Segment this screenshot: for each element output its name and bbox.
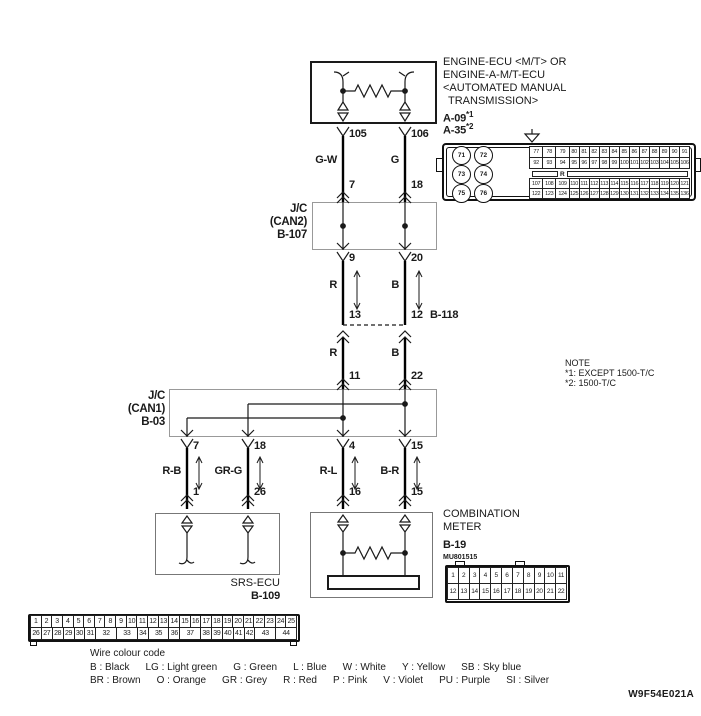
pin-cell: 121 bbox=[679, 178, 690, 189]
pin-cell: 102 bbox=[639, 157, 650, 169]
inline-connector-ref: B-118 bbox=[430, 309, 459, 321]
pin-cell: 4 bbox=[62, 615, 74, 628]
pin-cell: 34 bbox=[137, 627, 149, 640]
pin-cell: 9 bbox=[534, 567, 546, 584]
engine-connector-ref: A-09$^{*1}$ bbox=[443, 110, 474, 125]
pin-cell: 84 bbox=[609, 146, 620, 158]
pin-cell: 20 bbox=[232, 615, 244, 628]
pin-cell: 18 bbox=[211, 615, 223, 628]
pin-cell: SB : Sky blue bbox=[461, 662, 522, 673]
pin-cell: 123 bbox=[542, 188, 556, 199]
pin-cell: 134 bbox=[659, 188, 670, 199]
pin-cell: 22 bbox=[253, 615, 265, 628]
pin-number: 7 bbox=[349, 179, 355, 191]
pin-cell: 106 bbox=[679, 157, 690, 169]
combination-meter-name-line: METER bbox=[443, 521, 482, 533]
pin-cell: 20 bbox=[534, 583, 546, 600]
pin-cell: 131 bbox=[629, 188, 640, 199]
pin-number: 18 bbox=[254, 440, 266, 452]
pin-cell: 105 bbox=[669, 157, 680, 169]
pin-cell: 12 bbox=[447, 583, 459, 600]
pin-number: 15 bbox=[411, 440, 423, 452]
pin-cell: 3 bbox=[51, 615, 63, 628]
pin-cell: 12 bbox=[147, 615, 159, 628]
pin-cell: 107 bbox=[529, 178, 543, 189]
combination-meter-part-no: MU801515 bbox=[443, 554, 478, 561]
note-line: *2: 1500-T/C bbox=[565, 378, 617, 388]
pin-cell: 78 bbox=[542, 146, 556, 158]
engine-connector-ref: A-35$^{*2}$ bbox=[443, 122, 474, 137]
pin-cell: 16 bbox=[190, 615, 202, 628]
wire-colour: G-W bbox=[315, 154, 337, 166]
pin-cell: V : Violet bbox=[383, 675, 424, 686]
pin-cell: 10 bbox=[544, 567, 556, 584]
pin-cell: 23 bbox=[264, 615, 276, 628]
pin-cell: B : Black bbox=[90, 662, 130, 673]
pin-cell: 11 bbox=[555, 567, 567, 584]
note-block bbox=[565, 358, 654, 388]
pin-cell: 113 bbox=[599, 178, 610, 189]
wire-colour-code-title: Wire colour code bbox=[90, 648, 166, 659]
pin-cell: 83 bbox=[599, 146, 610, 158]
pin-cell: 122 bbox=[529, 188, 543, 199]
pin-cell: 125 bbox=[569, 188, 580, 199]
pin-cell: 100 bbox=[619, 157, 630, 169]
pin-cell: 32 bbox=[95, 627, 117, 640]
pin-cell: 4 bbox=[479, 567, 491, 584]
pin-cell: 21 bbox=[243, 615, 255, 628]
pin-cell: 87 bbox=[639, 146, 650, 158]
pin-cell: W : White bbox=[342, 662, 386, 673]
pin-cell: 1 bbox=[30, 615, 42, 628]
pin-cell: 116 bbox=[629, 178, 640, 189]
pin-cell: Y : Yellow bbox=[401, 662, 446, 673]
pin-cell: 17 bbox=[200, 615, 212, 628]
pin-cell: 96 bbox=[579, 157, 590, 169]
pin-cell: 104 bbox=[659, 157, 670, 169]
pin-number: 18 bbox=[411, 179, 423, 191]
pin-cell: 2 bbox=[458, 567, 470, 584]
diagram-code: W9F54E021A bbox=[628, 689, 694, 700]
pin-cell: 13 bbox=[158, 615, 170, 628]
pin-cell: 37 bbox=[179, 627, 201, 640]
pin-cell: 112 bbox=[589, 178, 600, 189]
pin-cell: 9 bbox=[115, 615, 127, 628]
note-title: NOTE bbox=[565, 358, 591, 368]
pin-cell: 41 bbox=[233, 627, 245, 640]
pin-cell: 77 bbox=[529, 146, 543, 158]
pin-cell: 42 bbox=[244, 627, 256, 640]
pin-cell: 129 bbox=[609, 188, 620, 199]
pin-cell: G : Green bbox=[233, 662, 278, 673]
pin-cell: 75 bbox=[452, 184, 471, 203]
pin-cell: 15 bbox=[179, 615, 191, 628]
pin-cell: BR : Brown bbox=[90, 675, 141, 686]
pin-cell: GR : Grey bbox=[222, 675, 268, 686]
pin-cell: 22 bbox=[555, 583, 567, 600]
engine-ecu-title-line: <AUTOMATED MANUAL bbox=[443, 82, 567, 94]
pin-cell: 29 bbox=[63, 627, 75, 640]
pin-number: 9 bbox=[349, 252, 355, 264]
wire-colour-code-row bbox=[90, 675, 549, 686]
wire-colour: B bbox=[391, 279, 399, 291]
pin-cell: 76 bbox=[474, 184, 493, 203]
wire-colour: R bbox=[329, 279, 337, 291]
pin-cell: 28 bbox=[52, 627, 64, 640]
pin-number: 16 bbox=[349, 486, 361, 498]
pin-cell: 5 bbox=[490, 567, 502, 584]
pin-cell: 88 bbox=[649, 146, 660, 158]
pin-cell: 1 bbox=[447, 567, 459, 584]
pin-cell: 26 bbox=[30, 627, 42, 640]
pin-number: 105 bbox=[349, 128, 367, 140]
pin-cell: 5 bbox=[73, 615, 85, 628]
engine-ecu-title-line: ENGINE-A-M/T-ECU bbox=[443, 69, 546, 81]
wire-colour-code-row bbox=[90, 662, 521, 673]
pin-cell: 17 bbox=[501, 583, 513, 600]
pin-cell: SI : Silver bbox=[506, 675, 550, 686]
wire-colour: R bbox=[329, 347, 337, 359]
wire-colour: B-R bbox=[380, 465, 399, 477]
pin-cell: 99 bbox=[609, 157, 620, 169]
engine-ecu-title-line: TRANSMISSION> bbox=[448, 95, 539, 107]
pin-cell: 73 bbox=[452, 165, 471, 184]
pin-cell: 40 bbox=[222, 627, 234, 640]
wire-colour: B bbox=[391, 347, 399, 359]
pin-number: 13 bbox=[349, 309, 361, 321]
pin-cell: 97 bbox=[589, 157, 600, 169]
pin-number: 1 bbox=[193, 486, 199, 498]
pin-cell: 103 bbox=[649, 157, 660, 169]
pin-cell: 72 bbox=[474, 146, 493, 165]
pin-cell: 89 bbox=[659, 146, 670, 158]
pin-cell: 82 bbox=[589, 146, 600, 158]
wire-colour: R-L bbox=[319, 465, 337, 477]
pin-cell: 43 bbox=[254, 627, 276, 640]
pin-cell: 35 bbox=[148, 627, 170, 640]
pin-cell: 13 bbox=[458, 583, 470, 600]
pin-cell: 15 bbox=[479, 583, 491, 600]
pin-cell: 126 bbox=[579, 188, 590, 199]
pin-cell: 14 bbox=[469, 583, 481, 600]
pin-cell: 44 bbox=[275, 627, 297, 640]
pin-cell: 95 bbox=[569, 157, 580, 169]
combination-meter-ref: B-19 bbox=[443, 539, 467, 551]
pin-cell: 38 bbox=[200, 627, 212, 640]
pin-cell: 135 bbox=[669, 188, 680, 199]
pin-number: 20 bbox=[411, 252, 423, 264]
pin-cell: 27 bbox=[41, 627, 53, 640]
engine-ecu-title-line: ENGINE-ECU <M/T> OR bbox=[443, 56, 567, 68]
pin-cell: 133 bbox=[649, 188, 660, 199]
pin-cell: 6 bbox=[83, 615, 95, 628]
pin-cell: 92 bbox=[529, 157, 543, 169]
pin-cell: 94 bbox=[555, 157, 569, 169]
pin-cell: 136 bbox=[679, 188, 690, 199]
pin-cell: 74 bbox=[474, 165, 493, 184]
pin-cell: 110 bbox=[569, 178, 580, 189]
note-line: *1: EXCEPT 1500-T/C bbox=[565, 368, 655, 378]
pin-cell: 2 bbox=[41, 615, 53, 628]
pin-cell: 18 bbox=[512, 583, 524, 600]
pin-number: 22 bbox=[411, 370, 423, 382]
pin-cell: 81 bbox=[579, 146, 590, 158]
pin-cell: 108 bbox=[542, 178, 556, 189]
pin-cell: 111 bbox=[579, 178, 590, 189]
pin-cell: L : Blue bbox=[293, 662, 327, 673]
pin-cell: 7 bbox=[512, 567, 524, 584]
pin-cell: 3 bbox=[469, 567, 481, 584]
pin-cell: 117 bbox=[639, 178, 650, 189]
wire-colour: G bbox=[390, 154, 399, 166]
pin-cell: 127 bbox=[589, 188, 600, 199]
pin-number: 15 bbox=[411, 486, 423, 498]
pin-cell: 36 bbox=[168, 627, 180, 640]
pin-cell: 25 bbox=[285, 615, 297, 628]
pin-cell: P : Pink bbox=[332, 675, 368, 686]
pin-cell: 8 bbox=[104, 615, 116, 628]
pin-cell: 119 bbox=[659, 178, 670, 189]
pin-number: 106 bbox=[411, 128, 429, 140]
pin-number: 26 bbox=[254, 486, 266, 498]
pin-cell: 118 bbox=[649, 178, 660, 189]
pin-cell: 11 bbox=[136, 615, 148, 628]
pin-cell: 10 bbox=[126, 615, 138, 628]
wire-colour: R-B bbox=[162, 465, 181, 477]
pin-cell: 33 bbox=[116, 627, 138, 640]
pin-cell: 86 bbox=[629, 146, 640, 158]
srs-ecu-name: SRS-ECU bbox=[230, 577, 280, 589]
pin-cell: 8 bbox=[523, 567, 535, 584]
pin-cell: 128 bbox=[599, 188, 610, 199]
key-label: R bbox=[560, 170, 565, 178]
pin-cell: 93 bbox=[542, 157, 556, 169]
pin-number: 4 bbox=[349, 440, 355, 452]
pin-cell: 115 bbox=[619, 178, 630, 189]
pin-cell: R : Red bbox=[283, 675, 317, 686]
pin-cell: 19 bbox=[222, 615, 234, 628]
pin-cell: 39 bbox=[211, 627, 223, 640]
pin-cell: O : Orange bbox=[156, 675, 207, 686]
wire-colour: GR-G bbox=[214, 465, 242, 477]
pin-cell: LG : Light green bbox=[145, 662, 218, 673]
pin-cell: 6 bbox=[501, 567, 513, 584]
pin-cell: 7 bbox=[94, 615, 106, 628]
pin-cell: 91 bbox=[679, 146, 690, 158]
pin-cell: 114 bbox=[609, 178, 620, 189]
pin-cell: 90 bbox=[669, 146, 680, 158]
jc-can2-label: J/C (CAN2) B-107 bbox=[269, 203, 307, 241]
pin-cell: 30 bbox=[74, 627, 86, 640]
pin-cell: 101 bbox=[629, 157, 640, 169]
srs-ecu-ref: B-109 bbox=[251, 590, 280, 602]
pin-number: 7 bbox=[193, 440, 199, 452]
pin-cell: 98 bbox=[599, 157, 610, 169]
pin-cell: 120 bbox=[669, 178, 680, 189]
pin-cell: 16 bbox=[490, 583, 502, 600]
pin-cell: 80 bbox=[569, 146, 580, 158]
pin-cell: 130 bbox=[619, 188, 630, 199]
pin-cell: 132 bbox=[639, 188, 650, 199]
pin-number: 11 bbox=[349, 370, 361, 382]
pin-cell: 71 bbox=[452, 146, 471, 165]
pin-cell: 19 bbox=[523, 583, 535, 600]
pin-cell: 85 bbox=[619, 146, 630, 158]
jc-can1-label: J/C (CAN1) B-03 bbox=[127, 390, 165, 428]
pin-cell: 21 bbox=[544, 583, 556, 600]
pin-cell: 79 bbox=[555, 146, 569, 158]
pin-cell: 31 bbox=[84, 627, 96, 640]
pin-cell: 24 bbox=[275, 615, 287, 628]
pin-cell: PU : Purple bbox=[439, 675, 491, 686]
pin-cell: 109 bbox=[555, 178, 569, 189]
pin-cell: 14 bbox=[168, 615, 180, 628]
pin-cell: 124 bbox=[555, 188, 569, 199]
combination-meter-name-line: COMBINATION bbox=[443, 508, 520, 520]
pin-number: 12 bbox=[411, 309, 423, 321]
